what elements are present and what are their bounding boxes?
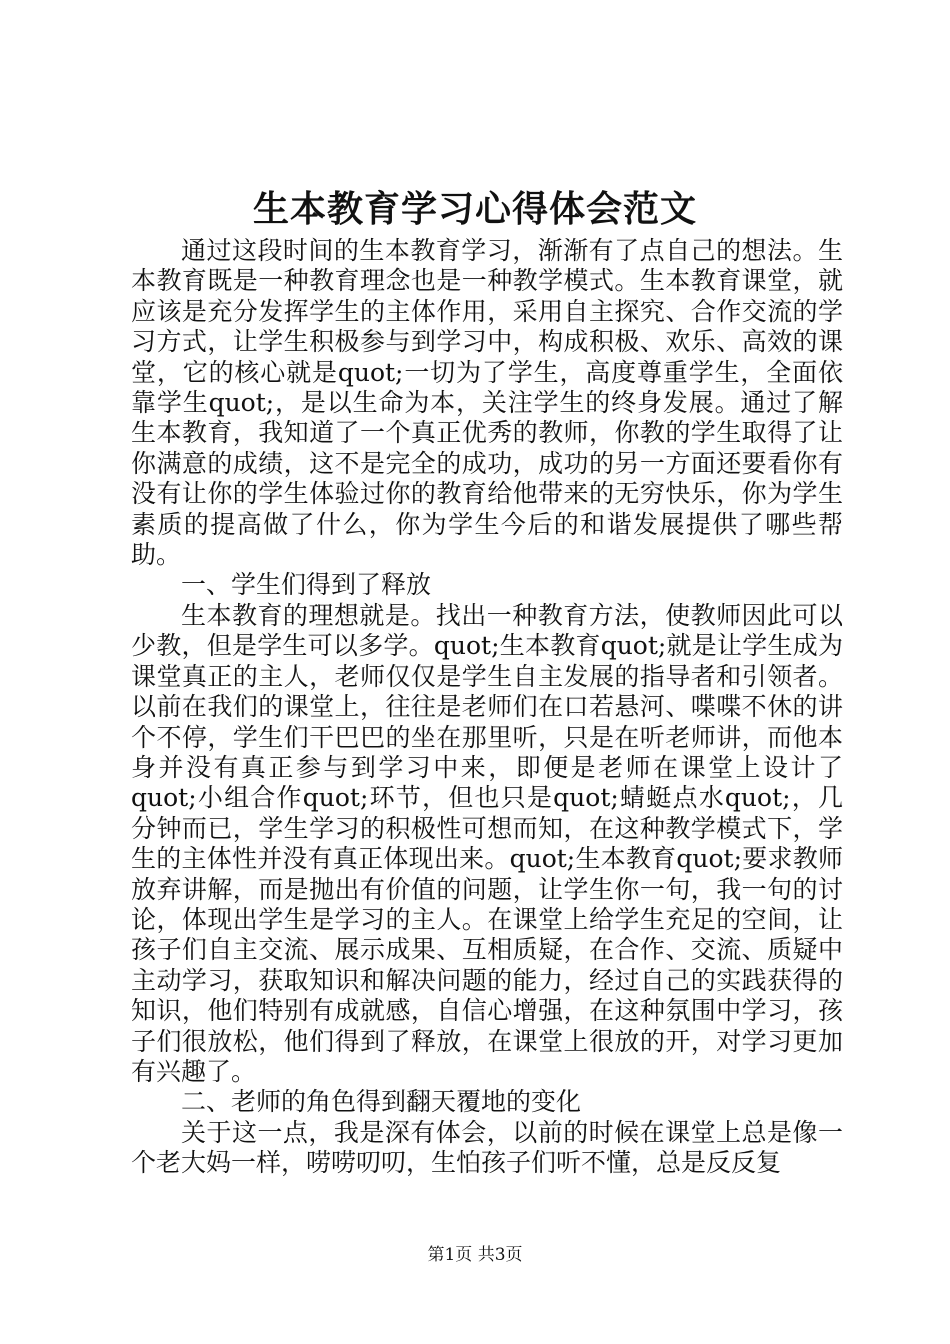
- page-number-footer: 第1页 共3页: [427, 1245, 523, 1265]
- paragraph: 通过这段时间的生本教育学习，渐渐有了点自己的想法。生本教育既是一种教育理念也是一种教学模式。生本教育课堂，就应该是充分发挥学生的主体作用，采用自主探究、合作交流的学习方式，让学生积极参与到学习中，构成积极、欢乐、高效的课堂，它的核心就是quot;一切为了学生，高度尊重学生，全面依靠学生quot;，是以生命为本，关注学生的终身发展。通过了解生本教育，我知道了一个真正优秀的教师，你教的学生取得了让你满意的成绩，这不是完全的成功，成功的另一方面还要看你有没有让你的学生体验过你的教育给他带来的无穷快乐，你为学生素质的提高做了什么，你为学生今后的和谐发展提供了哪些帮助。: [131, 236, 843, 570]
- paragraph: 关于这一点，我是深有体会，以前的时候在课堂上总是像一个老大妈一样，唠唠叨叨，生怕孩子们听不懂，总是反反复: [131, 1117, 843, 1178]
- document-title: 生本教育学习心得体会范文: [252, 188, 697, 230]
- section-heading: 一、学生们得到了释放: [181, 570, 432, 600]
- document-body: [131, 236, 843, 1179]
- paragraph: 生本教育的理想就是。找出一种教育方法，使教师因此可以少教，但是学生可以多学。quot;生本教育quot;就是让学生成为课堂真正的主人，老师仅仅是学生自主发展的指导者和引领者。以前在我们的课堂上，往往是老师们在口若悬河、喋喋不休的讲个不停，学生们干巴巴的坐在那里听，只是在听老师讲，而他本身并没有真正参与到学习中来，即便是老师在课堂上设计了quot;小组合作quot;环节，但也只是quot;蜻蜓点水quot;，几分钟而已，学生学习的积极性可想而知，在这种教学模式下，学生的主体性并没有真正体现出来。quot;生本教育quot;要求教师放弃讲解，而是抛出有价值的问题，让学生你一句，我一句的讨论，体现出学生是学习的主人。在课堂上给学生充足的空间，让孩子们自主交流、展示成果、互相质疑，在合作、交流、质疑中主动学习，获取知识和解决问题的能力，经过自己的实践获得的知识，他们特别有成就感，自信心增强，在这种氛围中学习，孩子们很放松，他们得到了释放，在课堂上很放的开，对学习更加有兴趣了。: [131, 600, 843, 1086]
- section-heading: 二、老师的角色得到翻天覆地的变化: [181, 1087, 582, 1117]
